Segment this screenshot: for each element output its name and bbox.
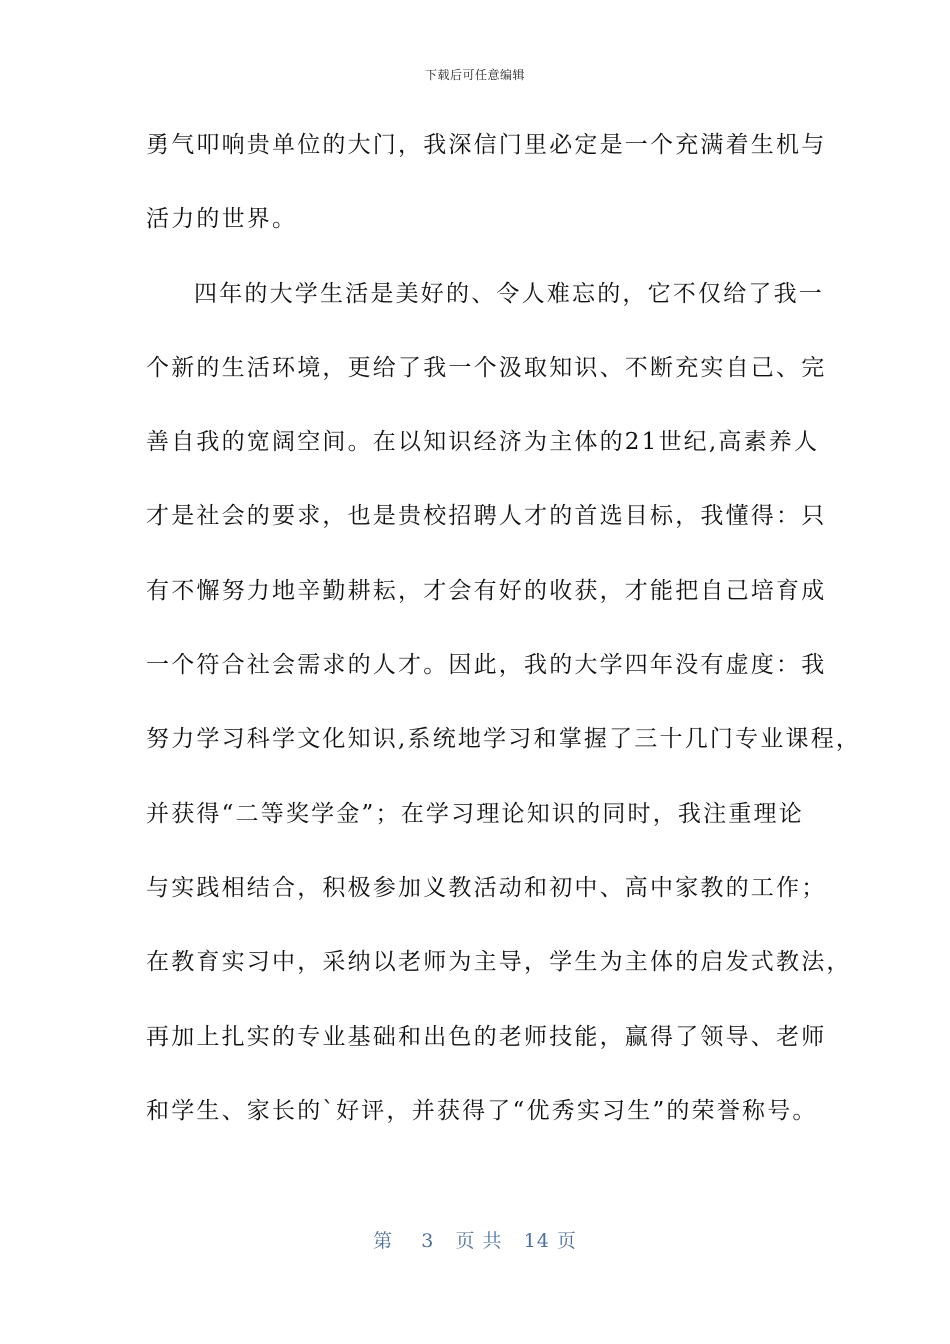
footer-middle: 页 共 (455, 1230, 503, 1252)
text-line: 活力的世界。 (146, 206, 298, 233)
text-line: 再加上扎实的专业基础和出色的老师技能，赢得了领导、老师 (146, 1023, 827, 1050)
text-line: 和学生、家长的`好评，并获得了“优秀实习生”的荣誉称号。 (146, 1097, 818, 1124)
paragraph-2 (146, 273, 862, 1165)
page-footer (0, 1226, 950, 1253)
text-line: 并获得“二等奖学金”；在学习理论知识的同时，我注重理论 (146, 800, 804, 827)
footer-suffix: 页 (556, 1230, 577, 1252)
text-line: 个新的生活环境，更给了我一个汲取知识、不断充实自己、完 (146, 354, 827, 381)
document-body (146, 124, 862, 1164)
text-line: 勇气叩响贵单位的大门，我深信门里必定是一个充满着生机与 (146, 132, 827, 158)
text-line: 善自我的宽阔空间。在以知识经济为主体的21世纪,高素养人 (146, 429, 820, 456)
page-header: 下载后可任意编辑 (424, 68, 525, 82)
text-line: 一个符合社会需求的人才。因此，我的大学四年没有虚度：我 (146, 652, 827, 679)
text-line: 有不懈努力地辛勤耕耘，才会有好的收获，才能把自己培育成 (146, 577, 827, 604)
footer-page-number: 3 (421, 1230, 435, 1252)
text-line: 与实践相结合，积极参加义教活动和初中、高中家教的工作； (146, 874, 827, 901)
text-line: 在教育实习中，采纳以老师为主导，学生为主体的启发式教法， (146, 949, 852, 976)
footer-total-pages: 14 (523, 1230, 550, 1252)
paragraph-1 (146, 124, 826, 273)
text-line: 才是社会的要求，也是贵校招聘人才的首选目标，我懂得：只 (146, 503, 827, 530)
text-line: 努力学习科学文化知识,系统地学习和掌握了三十几门专业课程， (146, 726, 862, 753)
footer-prefix: 第 (373, 1230, 394, 1252)
text-line: 四年的大学生活是美好的、令人难忘的，它不仅给了我一 (194, 280, 824, 307)
